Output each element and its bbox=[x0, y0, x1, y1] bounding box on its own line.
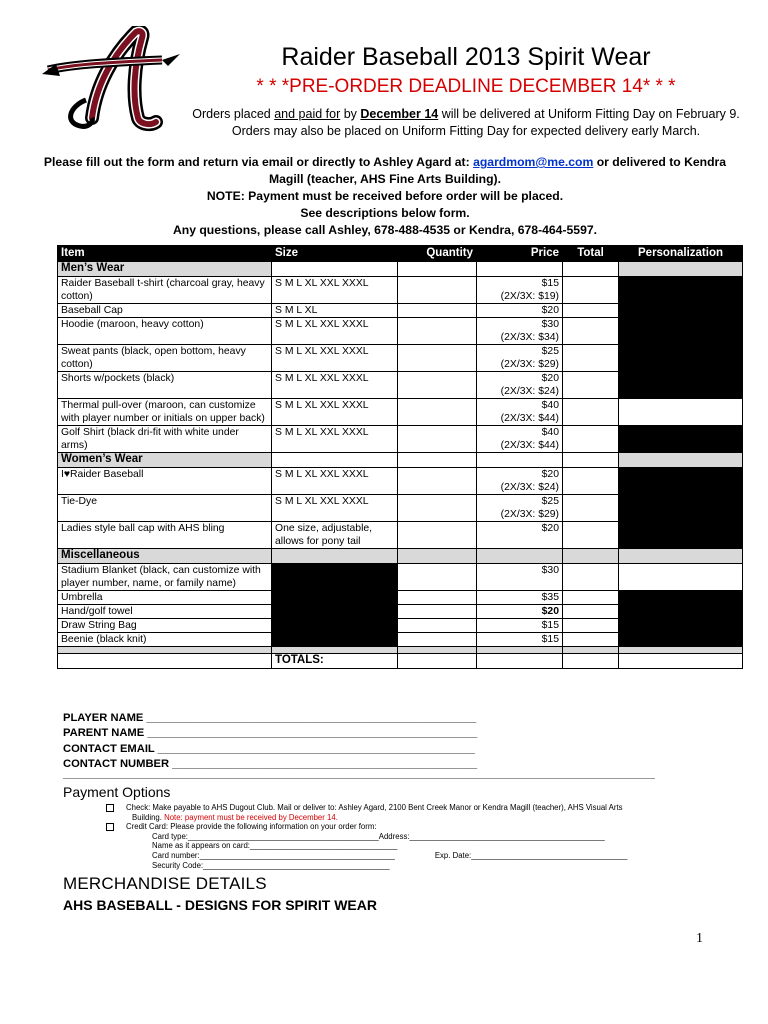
security-code-field[interactable]: Security Code:___________________________________________ bbox=[152, 860, 390, 870]
personalization-na bbox=[619, 304, 743, 318]
personalization-na bbox=[619, 426, 743, 453]
quantity-cell[interactable] bbox=[398, 591, 477, 605]
total-cell[interactable] bbox=[563, 277, 619, 304]
size-select[interactable]: S M L XL XXL XXXL bbox=[272, 495, 398, 522]
quantity-cell[interactable] bbox=[398, 372, 477, 399]
quantity-cell[interactable] bbox=[398, 633, 477, 647]
totals-label: TOTALS: bbox=[272, 654, 398, 669]
table-row: Umbrella $35 bbox=[58, 591, 743, 605]
quantity-cell[interactable] bbox=[398, 399, 477, 426]
quantity-cell[interactable] bbox=[398, 304, 477, 318]
page-number: 1 bbox=[696, 931, 703, 946]
total-cell[interactable] bbox=[563, 468, 619, 495]
personalization-na bbox=[619, 468, 743, 495]
col-price: Price bbox=[477, 246, 563, 262]
size-select[interactable]: S M L XL XXL XXXL bbox=[272, 399, 398, 426]
category-misc: Miscellaneous bbox=[58, 549, 743, 564]
payment-note: NOTE: Payment must be received before order will be placed. bbox=[206, 189, 564, 203]
personalization-na bbox=[619, 605, 743, 619]
table-row: Sweat pants (black, open bottom, heavy cotton) S M L XL XXL XXXL $25 (2X/3X: $29) bbox=[58, 345, 743, 372]
personalization-na bbox=[619, 522, 743, 549]
col-size: Size bbox=[272, 246, 398, 262]
table-row: Golf Shirt (black dri-fit with white under arms) S M L XL XXL XXXL $40 (2X/3X: $44) bbox=[58, 426, 743, 453]
exp-date-field[interactable]: Exp. Date:____________________________________ bbox=[434, 850, 628, 860]
table-row: Raider Baseball t-shirt (charcoal gray, heavy cotton) S M L XL XXL XXXL $15 (2X/3X: $19) bbox=[58, 277, 743, 304]
col-item: Item bbox=[58, 246, 272, 262]
quantity-cell[interactable] bbox=[398, 495, 477, 522]
see-descriptions: See descriptions below form. bbox=[300, 206, 470, 220]
total-cell[interactable] bbox=[563, 372, 619, 399]
name-on-card-field[interactable]: Name as it appears on card:__________________________________ bbox=[152, 841, 398, 851]
col-total: Total bbox=[563, 246, 619, 262]
personalization-na bbox=[619, 619, 743, 633]
table-row: Hand/golf towel $20 bbox=[58, 605, 743, 619]
total-cell[interactable] bbox=[563, 495, 619, 522]
total-quantity-cell[interactable] bbox=[398, 654, 477, 669]
player-name-field[interactable]: PLAYER NAME _____________________________________________________ bbox=[63, 712, 477, 724]
quantity-cell[interactable] bbox=[398, 277, 477, 304]
questions-line: Any questions, please call Ashley, 678-488-4535 or Kendra, 678-464-5597. bbox=[172, 223, 598, 237]
size-select[interactable]: S M L XL XXL XXXL bbox=[272, 372, 398, 399]
personalization-na bbox=[619, 372, 743, 399]
size-select[interactable]: S M L XL XXL XXXL bbox=[272, 345, 398, 372]
instructions: Please fill out the form and return via email or directly to Ashley Agard at: agardmom@me.com or delivered to Kendra Magill (teacher, AHS Fine Arts Building). NOTE: Payment must be received before order will be placed. See descriptions below form. Any questions, please call Ashley, 678-488-4535 or Kendra, 678-464-5597. bbox=[40, 154, 730, 239]
personalization-cell[interactable] bbox=[619, 564, 743, 591]
personalization-na bbox=[619, 345, 743, 372]
table-row: Hoodie (maroon, heavy cotton) S M L XL XXL XXXL $30 (2X/3X: $34) bbox=[58, 318, 743, 345]
table-row: Beenie (black knit) $15 bbox=[58, 633, 743, 647]
personalization-cell[interactable] bbox=[619, 399, 743, 426]
card-type-field[interactable]: Card type:____________________________________________ bbox=[152, 831, 379, 841]
contact-email-field[interactable]: CONTACT EMAIL ___________________________________________________ bbox=[63, 742, 475, 755]
total-cell[interactable] bbox=[563, 605, 619, 619]
quantity-cell[interactable] bbox=[398, 522, 477, 549]
table-row: Draw String Bag $15 bbox=[58, 619, 743, 633]
credit-card-checkbox[interactable] bbox=[106, 823, 114, 831]
personalization-na bbox=[619, 495, 743, 522]
grand-total-cell[interactable] bbox=[563, 654, 619, 669]
table-row: Ladies style ball cap with AHS bling One size, adjustable, allows for pony tail $20 bbox=[58, 522, 743, 549]
payment-options: Check: Make payable to AHS Dugout Club. Mail or deliver to: Ashley Agard, 2100 Bent Creek Manor or Kendra Magill (teacher), AHS Visual Arts Building. Note: payment must be received by December 14. Credit Card: Please provide the following information on your order form: Card type:____________________________________________Address:_____________________________________________ Name as it appears on card:__________________________________ Card number:_____________________________________________ Exp. Date:____________________________________ Security Code:___________________________________________ bbox=[106, 803, 726, 870]
size-select[interactable]: S M L XL XXL XXXL bbox=[272, 277, 398, 304]
contact-number-field[interactable]: CONTACT NUMBER _________________________________________________ bbox=[63, 757, 478, 770]
total-cell[interactable] bbox=[563, 426, 619, 453]
table-row: Baseball Cap S M L XL $20 bbox=[58, 304, 743, 318]
check-checkbox[interactable] bbox=[106, 804, 114, 812]
table-row: Stadium Blanket (black, can customize with player number, name, or family name) $30 bbox=[58, 564, 743, 591]
order-form-table bbox=[57, 245, 743, 669]
personalization-na bbox=[619, 633, 743, 647]
personalization-na bbox=[619, 318, 743, 345]
quantity-cell[interactable] bbox=[398, 345, 477, 372]
size-select[interactable]: S M L XL XXL XXXL bbox=[272, 426, 398, 453]
intro-paragraph: Orders placed and paid for by December 14 will be delivered at Uniform Fitting Day on February 9. Orders may also be placed on Uniform Fitting Day for expected delivery early March. bbox=[192, 107, 740, 138]
spacer-row bbox=[58, 647, 743, 654]
col-quantity: Quantity bbox=[398, 246, 477, 262]
personalization-na bbox=[619, 591, 743, 605]
designs-subheading: AHS BASEBALL - DESIGNS FOR SPIRIT WEAR bbox=[63, 897, 377, 913]
quantity-cell[interactable] bbox=[398, 318, 477, 345]
size-select[interactable]: S M L XL bbox=[272, 304, 398, 318]
quantity-cell[interactable] bbox=[398, 619, 477, 633]
size-select[interactable]: S M L XL XXL XXXL bbox=[272, 468, 398, 495]
email-link[interactable]: agardmom@me.com bbox=[473, 155, 594, 169]
divider bbox=[63, 778, 655, 779]
quantity-cell[interactable] bbox=[398, 468, 477, 495]
merchandise-details-heading: MERCHANDISE DETAILS bbox=[63, 874, 267, 893]
total-cell[interactable] bbox=[563, 522, 619, 549]
size-select[interactable]: One size, adjustable, allows for pony tail bbox=[272, 522, 398, 549]
total-cell[interactable] bbox=[563, 399, 619, 426]
totals-row bbox=[58, 654, 743, 669]
total-cell[interactable] bbox=[563, 318, 619, 345]
total-cell[interactable] bbox=[563, 591, 619, 605]
category-mens: Men’s Wear bbox=[58, 262, 743, 277]
total-cell[interactable] bbox=[563, 619, 619, 633]
quantity-cell[interactable] bbox=[398, 564, 477, 591]
address-field[interactable]: Address:_____________________________________________ bbox=[378, 831, 605, 841]
quantity-cell[interactable] bbox=[398, 426, 477, 453]
table-row: Tie-Dye S M L XL XXL XXXL $25 (2X/3X: $29) bbox=[58, 495, 743, 522]
quantity-cell[interactable] bbox=[398, 605, 477, 619]
raider-logo bbox=[34, 26, 184, 136]
deadline-banner: * * *PRE-ORDER DEADLINE DECEMBER 14* * * bbox=[256, 76, 676, 97]
contact-fields bbox=[63, 711, 477, 772]
table-row: Thermal pull-over (maroon, can customize with player number or initials on upper back) S M L XL XXL XXXL $40 (2X/3X: $44) bbox=[58, 399, 743, 426]
parent-name-field[interactable]: PARENT NAME _____________________________________________________ bbox=[63, 727, 478, 740]
table-row: I♥Raider Baseball S M L XL XXL XXXL $20 (2X/3X: $24) bbox=[58, 468, 743, 495]
payment-deadline-note: Note: payment must be received by December 14. bbox=[164, 812, 338, 822]
size-select[interactable]: S M L XL XXL XXXL bbox=[272, 318, 398, 345]
table-header-row bbox=[58, 246, 743, 262]
category-womens: Women’s Wear bbox=[58, 453, 743, 468]
total-cell[interactable] bbox=[563, 304, 619, 318]
personalization-na bbox=[619, 277, 743, 304]
table-row: Shorts w/pockets (black) S M L XL XXL XXXL $20 (2X/3X: $24) bbox=[58, 372, 743, 399]
card-number-field[interactable]: Card number:_____________________________________________ bbox=[152, 850, 395, 860]
page-title: Raider Baseball 2013 Spirit Wear bbox=[281, 43, 651, 71]
col-personalization: Personalization bbox=[619, 246, 743, 262]
total-cell[interactable] bbox=[563, 345, 619, 372]
total-cell[interactable] bbox=[563, 564, 619, 591]
total-cell[interactable] bbox=[563, 633, 619, 647]
payment-options-heading: Payment Options bbox=[63, 784, 171, 800]
